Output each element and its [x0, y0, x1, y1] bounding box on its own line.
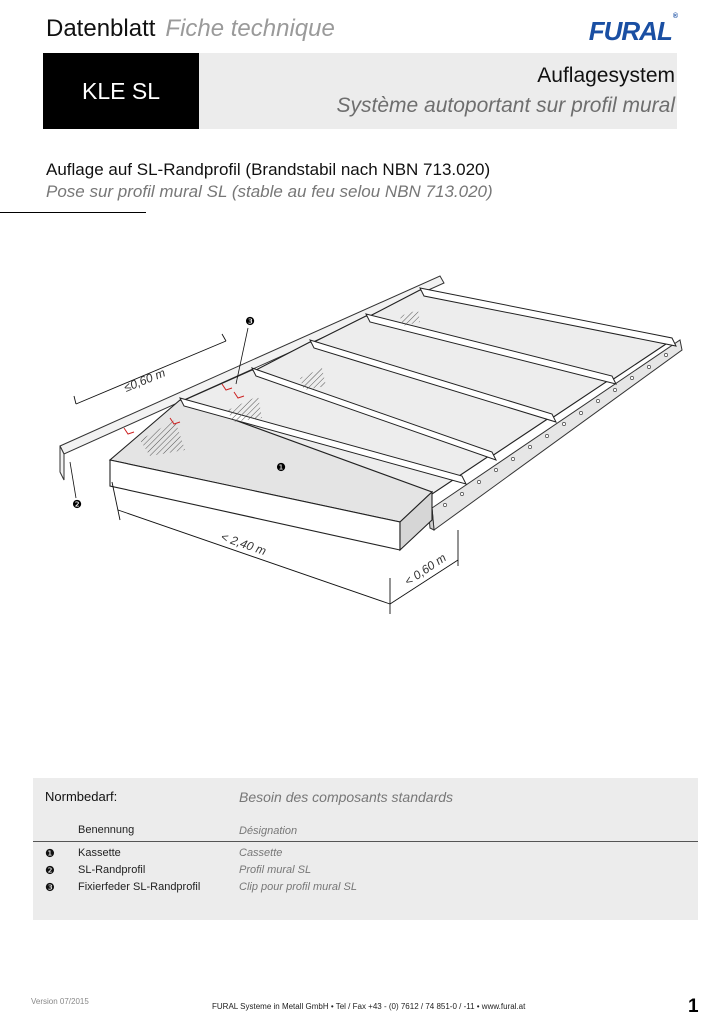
callout-3: ❸ — [245, 316, 255, 328]
row-3-name-fr: Clip pour profil mural SL — [239, 881, 357, 893]
row-1-name-fr: Cassette — [239, 847, 283, 859]
datasheet-title — [46, 15, 335, 43]
logo-text: FURAL — [588, 16, 672, 46]
datasheet-title-de: Datenblatt — [46, 15, 156, 42]
table-header-fr: Besoin des composants standards — [239, 789, 454, 805]
page-number: 1 — [688, 996, 699, 1017]
system-title-fr: Système autoportant sur profil mural — [336, 94, 675, 117]
row-1-name-de: Kassette — [78, 847, 121, 859]
row-2-number: ❷ — [45, 865, 55, 877]
system-title-de: Auflagesystem — [537, 64, 675, 87]
row-1-number: ❶ — [45, 848, 55, 860]
row-2-name-fr: Profil mural SL — [239, 864, 312, 876]
product-code-box — [43, 53, 199, 129]
section-title-fr: Pose sur profil mural SL (stable au feu selou NBN 713.020) — [46, 182, 493, 201]
product-code: KLE SL — [82, 77, 160, 104]
row-3-number: ❸ — [45, 882, 55, 894]
row-3-name-de: Fixierfeder SL-Randprofil — [78, 881, 201, 893]
callout-2: ❷ — [72, 499, 82, 511]
callout-2-leader — [70, 462, 76, 498]
row-2-name-de: SL-Randprofil — [78, 864, 146, 876]
callout-1: ❶ — [276, 462, 286, 474]
technical-drawing — [40, 262, 690, 622]
table-divider — [33, 841, 698, 842]
column-header-de: Benennung — [78, 824, 135, 836]
dim-spacing-label: ≤0,60 m — [121, 365, 168, 395]
dim-width-label: < 0,60 m — [401, 550, 449, 589]
section-title-de: Auflage auf SL-Randprofil (Brandstabil nach NBN 713.020) — [46, 160, 491, 179]
table-header-de: Normbedarf: — [45, 789, 118, 804]
section-divider — [0, 212, 146, 213]
company-contact: FURAL Systeme in Metall GmbH • Tel / Fax +43 - (0) 7612 / 74 851-0 / -11 • www.fural.at — [212, 1002, 526, 1011]
logo-registered-mark: ® — [672, 13, 677, 21]
datasheet-title-fr: Fiche technique — [165, 15, 335, 42]
dim-length-label: < 2,40 m — [219, 529, 269, 559]
column-header-fr: Désignation — [239, 825, 298, 837]
parts-table — [33, 778, 698, 920]
fural-logo — [588, 13, 677, 47]
version-label: Version 07/2015 — [31, 997, 89, 1006]
